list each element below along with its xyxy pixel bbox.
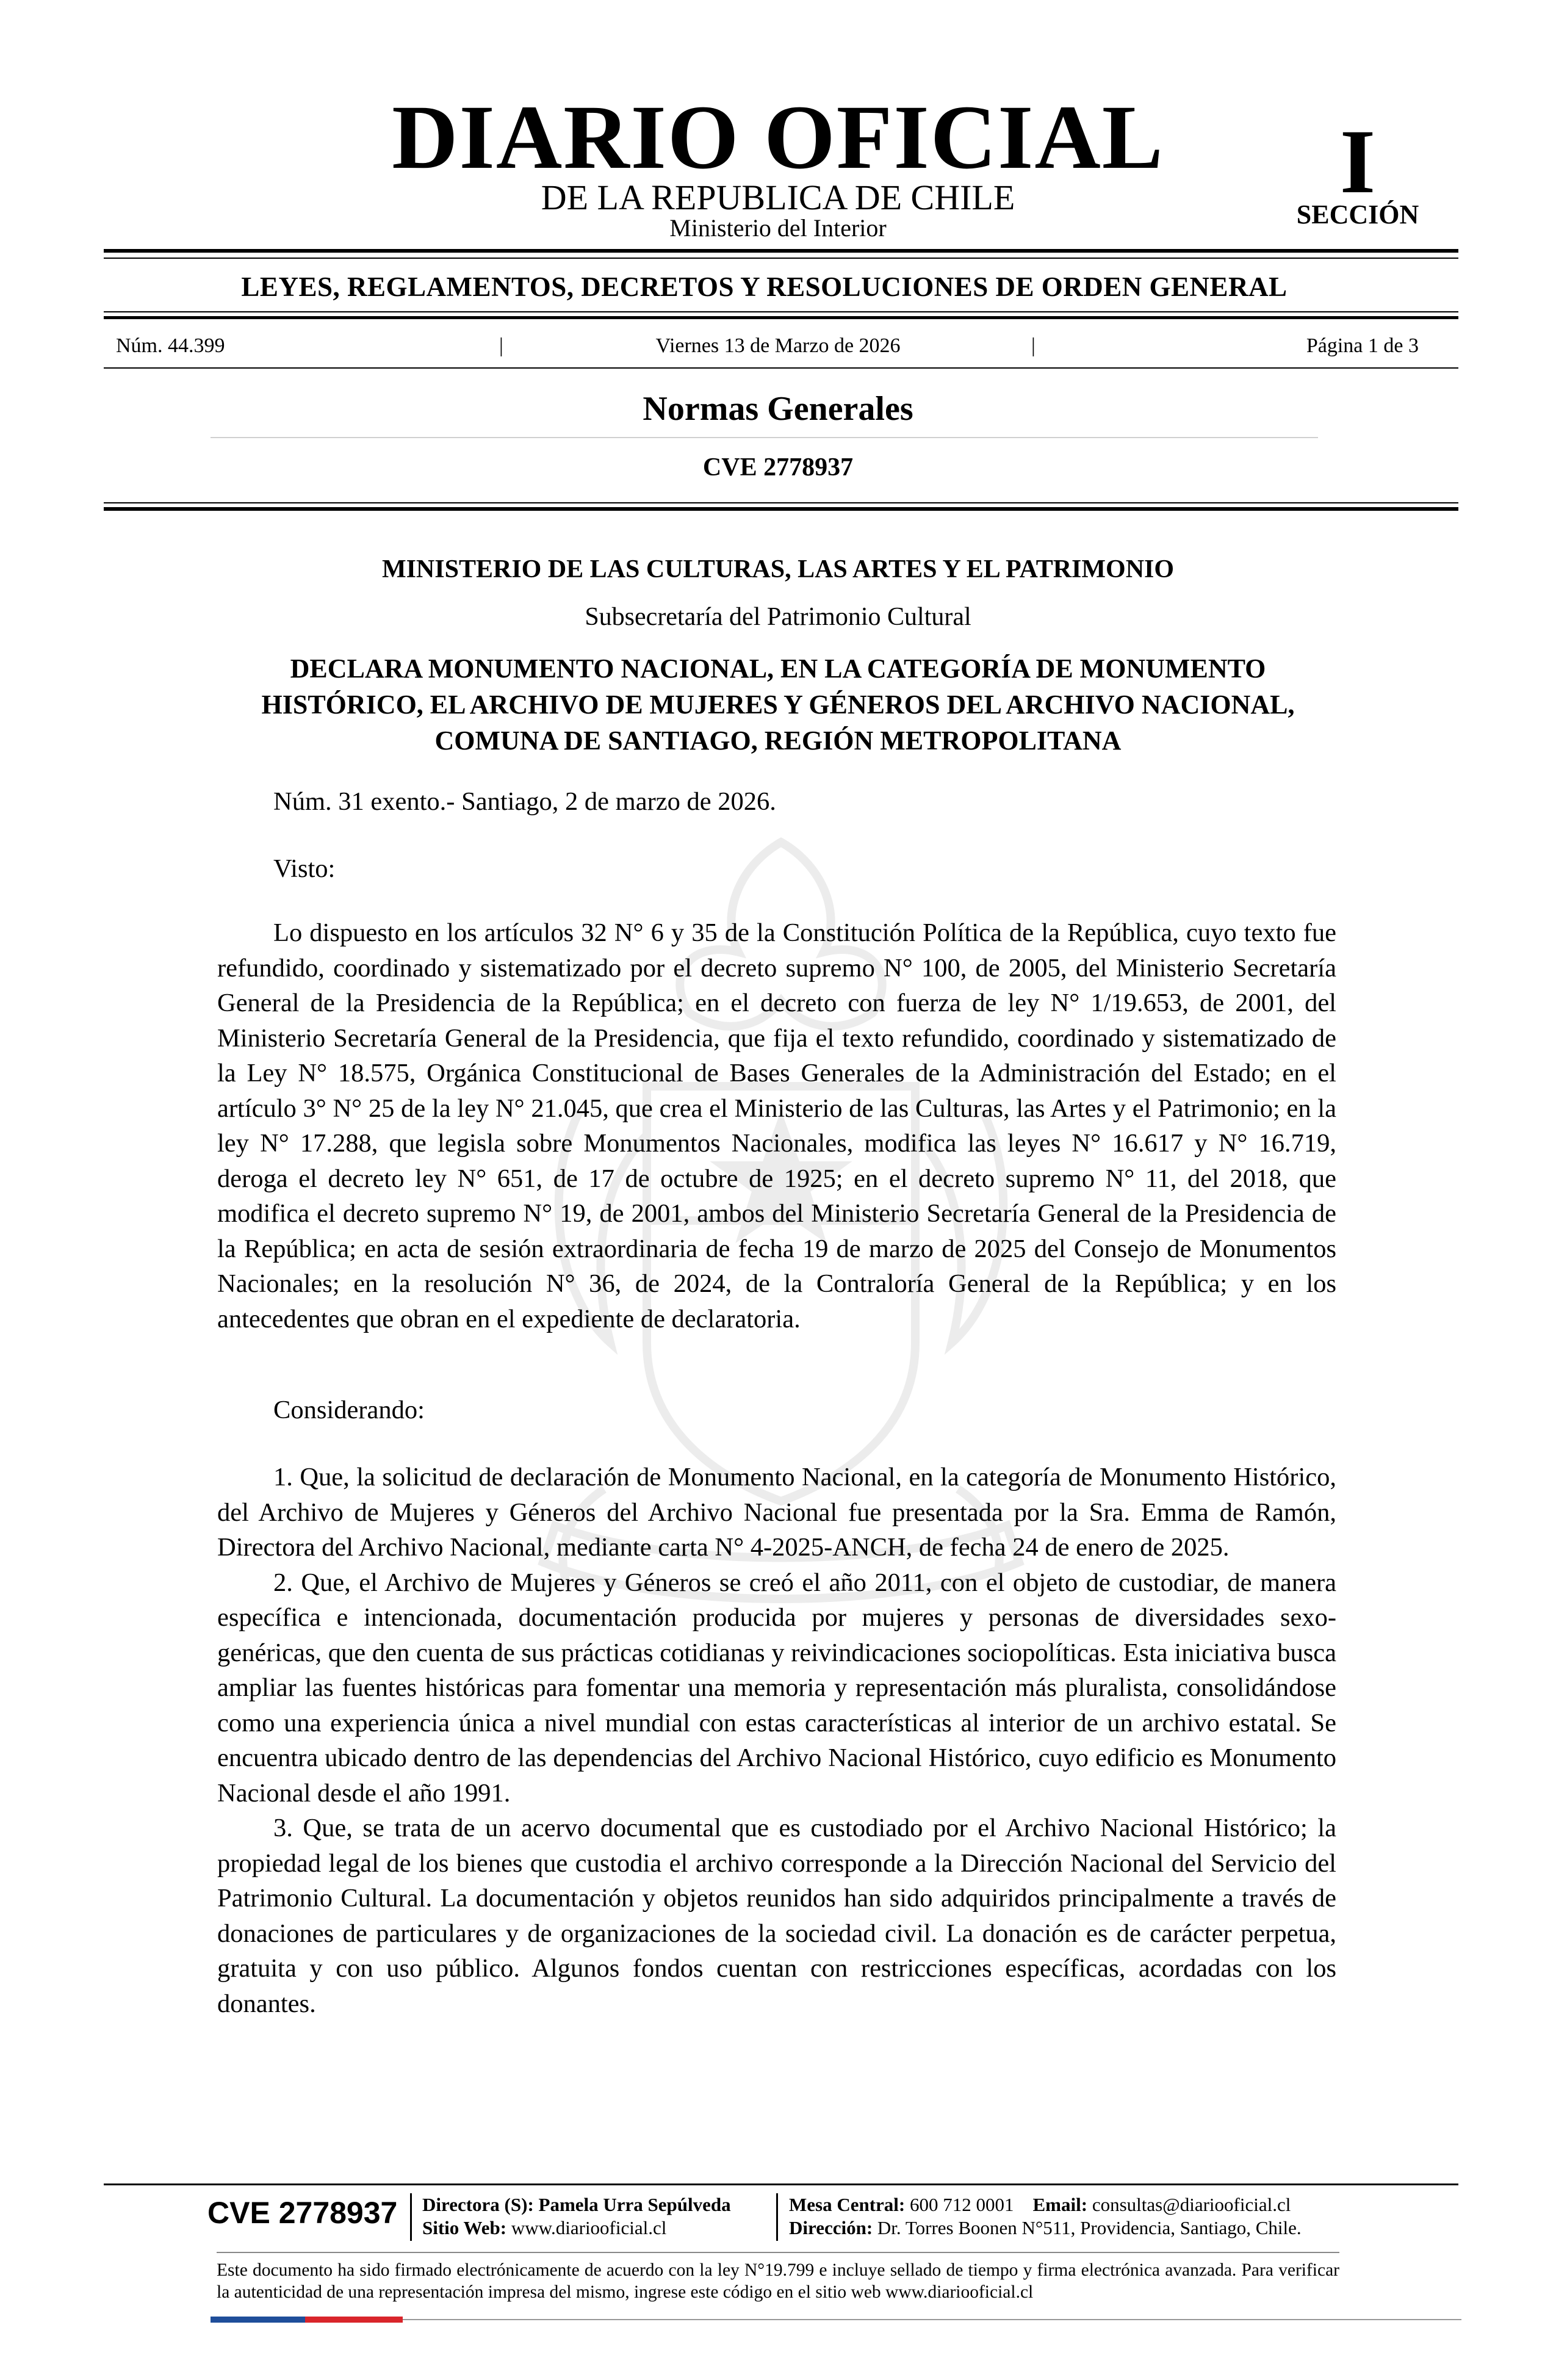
footer-contact-right [789, 2193, 1302, 2240]
web-link[interactable]: www.diariooficial.cl [511, 2217, 667, 2238]
issue-separator: | [499, 334, 503, 357]
footer-cve-code: CVE 2778937 [207, 2196, 398, 2230]
footer-contact-left [422, 2193, 731, 2240]
footer-divider [776, 2193, 778, 2241]
decree-number-line: Núm. 31 exento.- Santiago, 2 de marzo de 2026. [273, 787, 776, 816]
footer-legal-note: Este documento ha sido firmado electrónicamente de acuerdo con la ley N°19.799 e incluye sellado de tiempo y firma electrónica avanzada. Para verificar la autenticidad de una representación impresa del mismo, ingrese este código en el sitio web www.diariooficial.cl [217, 2260, 1339, 2302]
considerando-label: Considerando: [273, 1396, 425, 1424]
footer-note-rule [217, 2252, 1339, 2253]
document-title-line: COMUNA DE SANTIAGO, REGIÓN METROPOLITANA [434, 726, 1122, 755]
considerando-item: 1. Que, la solicitud de declaración de Monumento Nacional, en la categoría de Monumento Histórico, del Archivo de Mujeres y Géneros del Archivo Nacional fue presentada por la Sra. Emma de Ramón, Directora del Archivo Nacional, mediante carta N° 4-2025-ANCH, de fecha 24 de enero de 2025. [217, 1463, 1336, 1562]
masthead-rule-thick [104, 249, 1458, 253]
cve-code: CVE 2778937 [702, 453, 854, 481]
subheader-rule-thin [104, 311, 1458, 312]
section-heading: Normas Generales [643, 390, 913, 428]
issue-rule [104, 367, 1458, 369]
subheader-rule-thick [104, 316, 1458, 319]
masthead-ministry: Ministerio del Interior [669, 214, 887, 242]
considerando-item: 3. Que, se trata de un acervo documental que es custodiado por el Archivo Nacional Histórico; la propiedad legal de los bienes que custodia el archivo corresponde a la Dirección Nacional del Servicio del Patrimonio Cultural. La documentación y objetos reunidos han sido adquiridos principalmente a través de donaciones de particulares y de organizaciones de la sociedad civil. La donación es de carácter perpetua, gratuita y con uso público. Algunos fondos cuentan con restricciones específicas, acordadas con los donantes. [217, 1814, 1336, 2018]
issue-separator: | [1031, 334, 1036, 357]
visto-paragraph [217, 915, 1336, 1336]
considerandos-list [217, 1460, 1336, 2021]
subheader: LEYES, REGLAMENTOS, DECRETOS Y RESOLUCIONES DE ORDEN GENERAL [241, 272, 1288, 302]
email-link[interactable]: consultas@diariooficial.cl [1092, 2194, 1291, 2215]
address-value: Dr. Torres Boonen N°511, Providencia, Santiago, Chile. [877, 2217, 1302, 2238]
masthead-title: DIARIO OFICIAL [392, 87, 1164, 188]
phone-value: 600 712 0001 [910, 2194, 1014, 2215]
flag-stripe-blue [211, 2317, 305, 2323]
issue-number: Núm. 44.399 [116, 334, 225, 357]
director-label: Directora (S): [422, 2194, 534, 2215]
director-name: Pamela Urra Sepúlveda [538, 2194, 731, 2215]
visto-label: Visto: [273, 854, 336, 883]
section-label: SECCIÓN [1296, 200, 1419, 229]
email-label: Email: [1032, 2194, 1088, 2215]
document-ministry: MINISTERIO DE LAS CULTURAS, LAS ARTES Y EL PATRIMONIO [381, 555, 1175, 583]
visto-text: Lo dispuesto en los artículos 32 N° 6 y 35 de la Constitución Política de la República, cuyo texto fue refundido, coordinado y sistematizado por el decreto supremo N° 100, de 2005, del Ministerio Secretaría General de la Presidencia de la República; en el decreto con fuerza de ley N° 1/19.653, de 2001, del Ministerio Secretaría General de la Presidencia, que fija el texto refundido, coordinado y sistematizado de la Ley N° 18.575, Orgánica Constitucional de Bases Generales de la Administración del Estado; en el artículo 3° N° 25 de la ley N° 21.045, que crea el Ministerio de las Culturas, las Artes y el Patrimonio; en la ley N° 17.288, que legisla sobre Monumentos Nacionales, modifica las leyes N° 16.617 y N° 16.719, deroga el decreto ley N° 651, de 17 de octubre de 1925; en el decreto supremo N° 11, del 2018, que modifica el decreto supremo N° 19, de 2001, ambos del Ministerio Secretaría General de la Presidencia de la República; en acta de sesión extraordinaria de fecha 19 de marzo de 2025 del Consejo de Monumentos Nacionales; en la resolución N° 36, de 2024, de la Contraloría General de la República; y en los antecedentes que obran en el expediente de declaratoria. [217, 918, 1336, 1333]
web-label: Sitio Web: [422, 2217, 507, 2238]
document-title-line: HISTÓRICO, EL ARCHIVO DE MUJERES Y GÉNEROS DEL ARCHIVO NACIONAL, [261, 690, 1295, 719]
issue-page: Página 1 de 3 [1306, 334, 1419, 357]
cve-rule-thin [104, 502, 1458, 503]
document-subsecretaria: Subsecretaría del Patrimonio Cultural [585, 603, 971, 631]
footer-divider [410, 2193, 412, 2241]
considerando-item: 2. Que, el Archivo de Mujeres y Géneros se creó el año 2011, con el objeto de custodiar, de manera específica e intencionada, documentación producida por mujeres y personas de diversidades sexo-genéricas, que den cuenta de sus prácticas cotidianas y reivindicaciones sociopolíticas. Esta iniciativa busca ampliar las fuentes históricas para fomentar una memoria y representación más pluralista, consolidándose como una experiencia única a nivel mundial con estas características al interior de un archivo estatal. Se encuentra ubicado dentro de las dependencias del Archivo Nacional Histórico, cuyo edificio es Monumento Nacional desde el año 1991. [217, 1568, 1336, 1808]
phone-label: Mesa Central: [789, 2194, 906, 2215]
flag-stripe-line [403, 2319, 1461, 2320]
footer-rule [104, 2183, 1458, 2185]
document-title-line: DECLARA MONUMENTO NACIONAL, EN LA CATEGORÍA DE MONUMENTO [290, 654, 1266, 683]
cve-rule-thick [104, 507, 1458, 511]
issue-date: Viernes 13 de Marzo de 2026 [655, 334, 901, 357]
address-label: Dirección: [789, 2217, 873, 2238]
flag-stripe-red [305, 2317, 403, 2323]
section-heading-rule [211, 437, 1318, 438]
document-title [183, 651, 1373, 759]
section-number: I [1339, 111, 1376, 212]
masthead-subtitle: DE LA REPUBLICA DE CHILE [541, 178, 1015, 217]
masthead-rule-thin [104, 258, 1458, 259]
